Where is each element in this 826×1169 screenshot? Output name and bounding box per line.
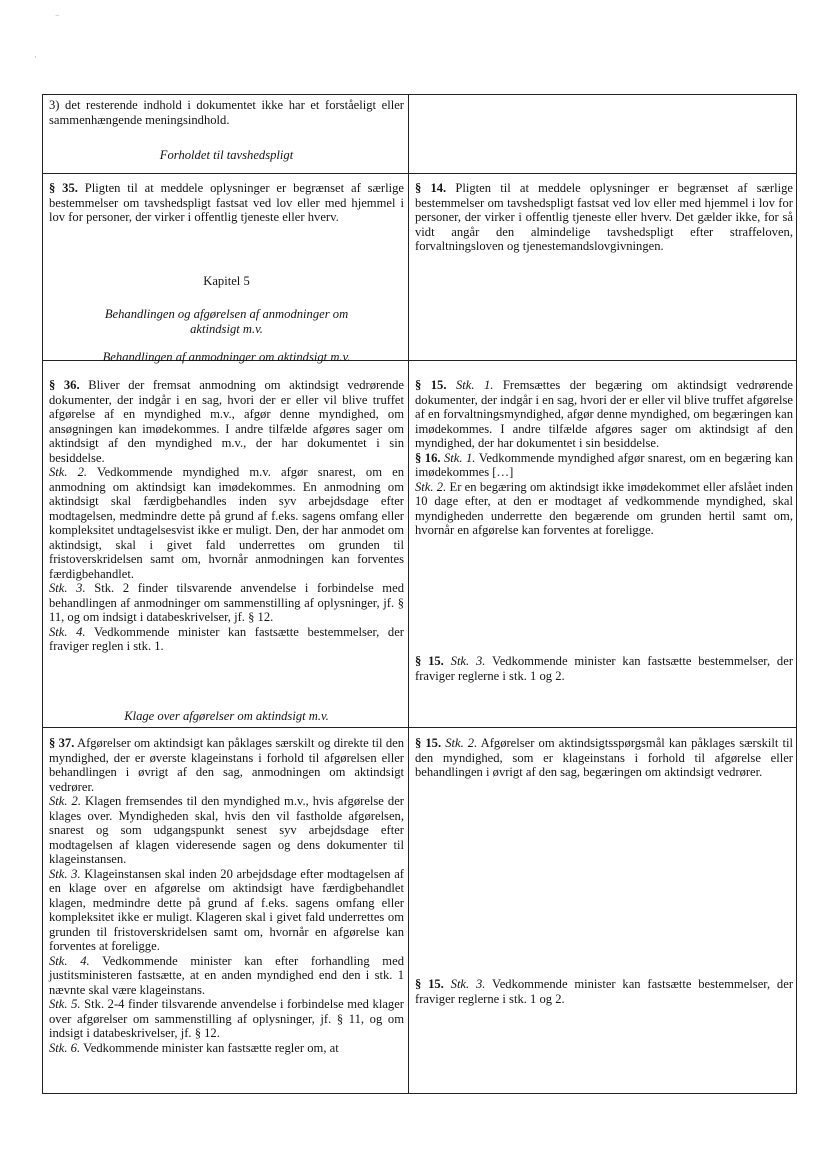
stk-label: Stk. 4. bbox=[49, 624, 86, 639]
stk-text: Klagen fremsendes til den myndighed m.v., hvis afgørelse der klages over. Myndigheden skal, hvis den vil fastholde afgørelsen, snarest og som udgangspunkt senest syv arbejdsdage efter modtagelsen af klagen videresende sagen og dens dokumenter til klageinstansen. bbox=[49, 794, 404, 866]
stk-label: Stk. 3. bbox=[450, 654, 486, 668]
heading-klage: Klage over afgørelser om aktindsigt m.v. bbox=[124, 709, 329, 723]
paragraph-text: Vedkommende minister kan fastsætte bestemmelser, der fraviger reglerne i stk. 1 og 2. bbox=[415, 977, 794, 1006]
stk-text: Vedkommende minister kan fastsætte bestemmelser, der fraviger reglen i stk. 1. bbox=[49, 624, 405, 653]
paragraph-text: Vedkommende myndighed afgør snarest, om en begæring kan imødekommes […] bbox=[415, 450, 793, 479]
row-rule bbox=[43, 727, 408, 728]
paragraph-text: Vedkommende minister kan fastsætte bestemmelser, der fraviger reglerne i stk. 1 og 2. bbox=[415, 654, 794, 683]
stk-label: Stk. 6. bbox=[49, 1040, 81, 1055]
stk-text: Stk. 2 finder tilsvarende anvendelse i forbindelse med behandlingen af anmodninger om sammenstilling af oplysninger, jf. § 11, og om indsigt i databeskrivelser, jf. § 12. bbox=[49, 581, 404, 624]
column-divider bbox=[408, 95, 409, 1093]
paragraph-number: § 14. bbox=[415, 181, 447, 195]
stk-label: Stk. 2. bbox=[415, 479, 447, 494]
stk-text: Vedkommende minister kan fastsætte regler om, at bbox=[83, 1040, 339, 1055]
section-15-stk3-b bbox=[415, 977, 793, 1006]
paragraph-text: Pligten til at meddele oplysninger er begrænset af særlige bestemmelser om tavshedspligt fastsat ved lov eller med hjemmel i lov for personer, der virker i offentlig tjeneste eller hverv. Det gælder ikke, for så vidt angår den almindelige tavshedspligt efter straffeloven, forvaltningsloven og tjenestemandslovgivningen. bbox=[415, 181, 793, 253]
section-35 bbox=[49, 181, 404, 225]
stk-label: Stk. 4. bbox=[49, 953, 90, 968]
section-36 bbox=[49, 378, 404, 654]
paragraph-text: Afgørelser om aktindsigt kan påklages særskilt og direkte til den myndighed, der er øverste klageinstans i forhold til afgørelsen eller behandlingen i øvrigt af den sag, anmodningen om aktindsigt vedrører. bbox=[49, 736, 404, 794]
paragraph-number: § 15. bbox=[415, 378, 447, 392]
paragraph-text: Pligten til at meddele oplysninger er begrænset af særlige bestemmelser om tavshedspligt fastsat ved lov eller med hjemmel i lov for personer, der virker i offentlig tjeneste eller hverv. bbox=[49, 181, 405, 224]
stk-label: Stk. 1. bbox=[444, 450, 476, 465]
stk-label: Stk. 3. bbox=[49, 581, 86, 595]
section-37 bbox=[49, 736, 404, 1055]
stk-label: Stk. 2. bbox=[49, 465, 88, 479]
paragraph-text: Afgørelser om aktindsigtsspørgsmål kan påklages særskilt til den myndighed, som er klageinstans i forhold til afgørelse eller behandlingen i øvrigt af den sag, begæringen om aktindsigt vedrører. bbox=[415, 736, 793, 779]
paragraph-text: Bliver der fremsat anmodning om aktindsigt vedrørende dokumenter, der indgår i en sag, hvori der er eller vil blive truffet afgørelse af en myndighed m.v., afgør denne myndighed, om ansøgningen kan imødekommes. I andre tilfælde afgøres sager om aktindsigt af den myndighed m.v., der har dokumentet i sin besiddelse. bbox=[49, 378, 404, 465]
paragraph-text: Fremsættes der begæring om aktindsigt vedrørende dokumenter, der indgår i en sag, hvori der er eller vil blive truffet afgørelse af en forvaltningsmyndighed, afgør denne myndighed, om begæringen kan imødekommes. I andre tilfælde afgøres sager om aktindsigt af den myndighed, der har dokumentet i sin besiddelse. bbox=[415, 378, 793, 450]
chapter-label bbox=[49, 274, 404, 289]
comparison-table bbox=[42, 94, 797, 1094]
section-15-stk3 bbox=[415, 654, 793, 683]
paragraph-number: § 15. bbox=[415, 736, 442, 750]
section-14 bbox=[415, 181, 793, 254]
list-item-3: 3) det resterende indhold i dokumentet ikke har et forståeligt eller sammenhængende meningsindhold. bbox=[49, 98, 404, 127]
section-heading bbox=[49, 709, 404, 724]
scan-speck: · bbox=[34, 52, 37, 62]
stk-label: Stk. 2. bbox=[445, 736, 478, 750]
stk-label: Stk. 3. bbox=[49, 866, 81, 881]
paragraph-number: § 36. bbox=[49, 378, 80, 392]
chapter-title bbox=[83, 307, 370, 336]
section-15-16 bbox=[415, 378, 793, 538]
paragraph-number: § 35. bbox=[49, 181, 78, 195]
stk-text: Vedkommende myndighed m.v. afgør snarest, om en anmodning om aktindsigt kan imødekommes. En anmodning om aktindsigt skal færdigbehandles inden syv arbejdsdage efter modtagelsen, medmindre dette på grund af f.eks. sagens omfang eller kompleksitet undtagelsesvist ikke er muligt. Den, der har anmodet om aktindsigt, skal i givet fald underrettes om grunden til fristoverskridelsen samt om, hvornår anmodningen kan forventes færdigbehandlet. bbox=[49, 465, 404, 581]
paragraph-number: § 15. bbox=[415, 977, 444, 991]
kapitel-title-text: Behandlingen og afgørelsen af anmodninger om aktindsigt m.v. bbox=[104, 307, 349, 336]
stk-text: Er en begæring om aktindsigt ikke imødekommet eller afslået inden 10 dage efter, at den er modtaget af vedkommende myndighed, skal myndigheden underrette den begærende om grunden hertil samt om, hvornår en afgørelse kan forventes at foreligge. bbox=[415, 479, 793, 537]
heading-tavshedspligt: Forholdet til tavshedspligt bbox=[159, 148, 294, 162]
left-continuation bbox=[49, 98, 404, 127]
stk-text: Stk. 2-4 finder tilsvarende anvendelse i forbindelse med klager over afgørelser om sammenstilling af oplysninger, jf. § 11, og om indsigt i databeskrivelser, jf. § 12. bbox=[49, 997, 404, 1040]
heading-behandlingen: Behandlingen af anmodninger om aktindsigt m.v. bbox=[102, 350, 351, 364]
section-heading bbox=[49, 350, 404, 365]
row-rule bbox=[409, 360, 796, 361]
stk-label: Stk. 1. bbox=[455, 378, 494, 392]
row-rule bbox=[409, 173, 796, 174]
row-rule bbox=[409, 727, 796, 728]
section-15-stk2 bbox=[415, 736, 793, 780]
stk-text: Klageinstansen skal inden 20 arbejdsdage efter modtagelsen af en klage over en afgørelse om aktindsigt have færdigbehandlet klagen, medmindre dette på grund af f.eks. sagens omfang eller kompleksitet ikke er muligt. Klageren skal i givet fald underrettes om grunden til fristoverskridelsen samt om, hvornår en afgørelse kan forventes at foreligge. bbox=[49, 866, 404, 953]
stk-text: Vedkommende minister kan efter forhandling med justitsministeren fastsætte, at en anden myndighed end den i stk. 1 nævnte skal være klageinstans. bbox=[49, 953, 404, 997]
paragraph-number: § 16. bbox=[415, 450, 441, 465]
section-heading bbox=[49, 148, 404, 163]
paragraph-number: § 37. bbox=[49, 736, 75, 750]
kapitel-5: Kapitel 5 bbox=[203, 274, 250, 288]
stk-label: Stk. 5. bbox=[49, 997, 81, 1011]
paragraph-number: § 15. bbox=[415, 654, 444, 668]
stk-label: Stk. 2. bbox=[49, 794, 81, 808]
stk-label: Stk. 3. bbox=[450, 977, 486, 991]
row-rule bbox=[43, 173, 408, 174]
scan-speck: ⁻ bbox=[55, 12, 60, 22]
